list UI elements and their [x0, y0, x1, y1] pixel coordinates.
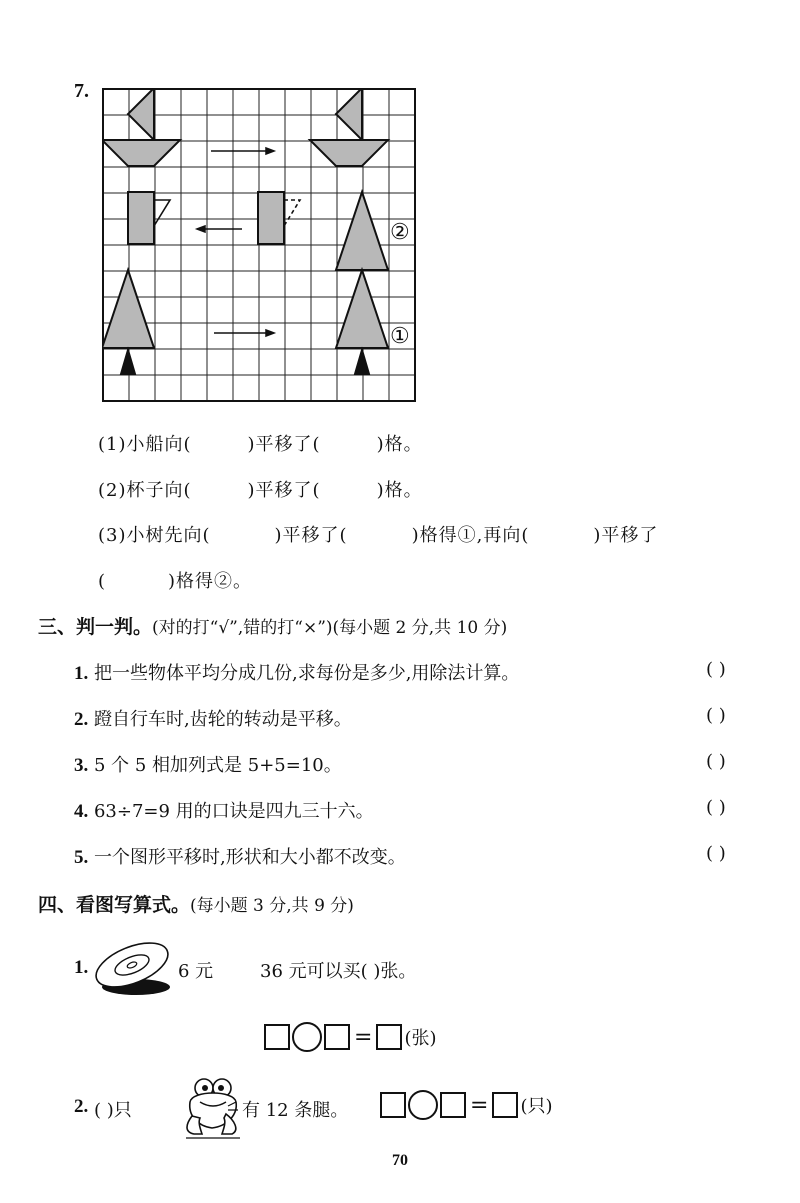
judge-item-2	[74, 705, 352, 731]
disc-question: 36 元可以买( )张。	[260, 961, 417, 982]
tree-position-two	[336, 192, 388, 270]
boat-original	[102, 88, 180, 166]
q1-mid: )平移了(	[247, 434, 321, 455]
boat-translated	[310, 88, 388, 166]
cup-original	[128, 192, 170, 244]
q1-suffix: )格。	[376, 434, 423, 455]
question-7-3	[98, 521, 658, 547]
tree-position-one	[336, 270, 388, 374]
answer-blank[interactable]: ( )	[706, 659, 726, 680]
q1-prefix: (1)小船向(	[98, 434, 192, 455]
equation-template-1	[264, 1022, 436, 1052]
operator-circle[interactable]	[408, 1090, 438, 1120]
section-4-title: 四、看图写算式。	[38, 894, 191, 916]
marker-two: ②	[390, 220, 410, 245]
answer-box[interactable]	[376, 1024, 402, 1050]
section-4-note: (每小题 3 分,共 9 分)	[190, 896, 354, 916]
answer-box[interactable]	[380, 1092, 406, 1118]
arrow-right-icon	[211, 148, 274, 154]
q3-prefix: (3)小树先向(	[98, 525, 211, 546]
judge-item-1	[74, 659, 519, 685]
item-text: 把一些物体平均分成几份,求每份是多少,用除法计算。	[88, 663, 520, 684]
arrow-right-icon	[214, 330, 274, 336]
answer-box[interactable]	[492, 1092, 518, 1118]
equals-sign: =	[354, 1024, 373, 1050]
section-3-title: 三、判一判。	[38, 616, 153, 638]
item-number: 4.	[74, 801, 89, 822]
q3-end: )平移了	[593, 525, 659, 546]
judge-item-5	[74, 843, 406, 869]
question-7-2	[98, 476, 423, 502]
q3-mid2: )格得①,再向(	[411, 525, 530, 546]
arrow-left-icon	[197, 226, 242, 232]
operator-circle[interactable]	[292, 1022, 322, 1052]
answer-blank[interactable]: ( )	[706, 843, 726, 864]
q3-mid1: )平移了(	[274, 525, 348, 546]
answer-blank[interactable]: ( )	[706, 705, 726, 726]
item-number: 1.	[74, 663, 89, 684]
q3c-prefix: (	[98, 571, 107, 592]
frog-icon	[182, 1076, 242, 1140]
disc-icon	[92, 935, 174, 1001]
item-text: 一个图形平移时,形状和大小都不改变。	[88, 847, 406, 868]
frog-legs-text: 有 12 条腿。	[242, 1100, 349, 1121]
item-number: 5.	[74, 847, 89, 868]
unit-label: (只)	[520, 1096, 553, 1117]
unit-label: (张)	[404, 1028, 437, 1049]
item-number: 3.	[74, 755, 89, 776]
item-number: 1.	[74, 957, 89, 978]
question-7-3-continued	[98, 567, 252, 593]
translation-grid	[102, 88, 416, 402]
question-number: 7.	[74, 80, 89, 102]
tree-original	[102, 270, 154, 374]
q3c-suffix: )格得②。	[168, 571, 253, 592]
disc-price: 6 元	[178, 961, 214, 982]
equals-sign: =	[470, 1092, 489, 1118]
section-4-heading	[38, 890, 354, 917]
q2-prefix: (2)杯子向(	[98, 480, 192, 501]
section-3-heading	[38, 612, 507, 639]
equation-template-2	[380, 1090, 552, 1120]
answer-blank[interactable]: ( )	[706, 751, 726, 772]
item-text: 63÷7=9 用的口诀是四九三十六。	[88, 801, 374, 822]
item-number: 2.	[74, 1096, 89, 1117]
frog-count-blank[interactable]: ( )只	[94, 1100, 132, 1121]
answer-box[interactable]	[264, 1024, 290, 1050]
cup-translated	[258, 192, 300, 244]
q2-mid: )平移了(	[247, 480, 321, 501]
section-3-note: (对的打“√”,错的打“×”)(每小题 2 分,共 10 分)	[152, 618, 508, 638]
judge-item-3	[74, 751, 342, 777]
answer-blank[interactable]: ( )	[706, 797, 726, 818]
item-text: 蹬自行车时,齿轮的转动是平移。	[88, 709, 352, 730]
q2-suffix: )格。	[376, 480, 423, 501]
answer-box[interactable]	[324, 1024, 350, 1050]
question-7-1	[98, 430, 423, 456]
marker-one: ①	[390, 324, 410, 349]
answer-box[interactable]	[440, 1092, 466, 1118]
item-text: 5 个 5 相加列式是 5+5=10。	[88, 755, 342, 776]
item-number: 2.	[74, 709, 89, 730]
judge-item-4	[74, 797, 374, 823]
page-number: 70	[392, 1152, 408, 1169]
